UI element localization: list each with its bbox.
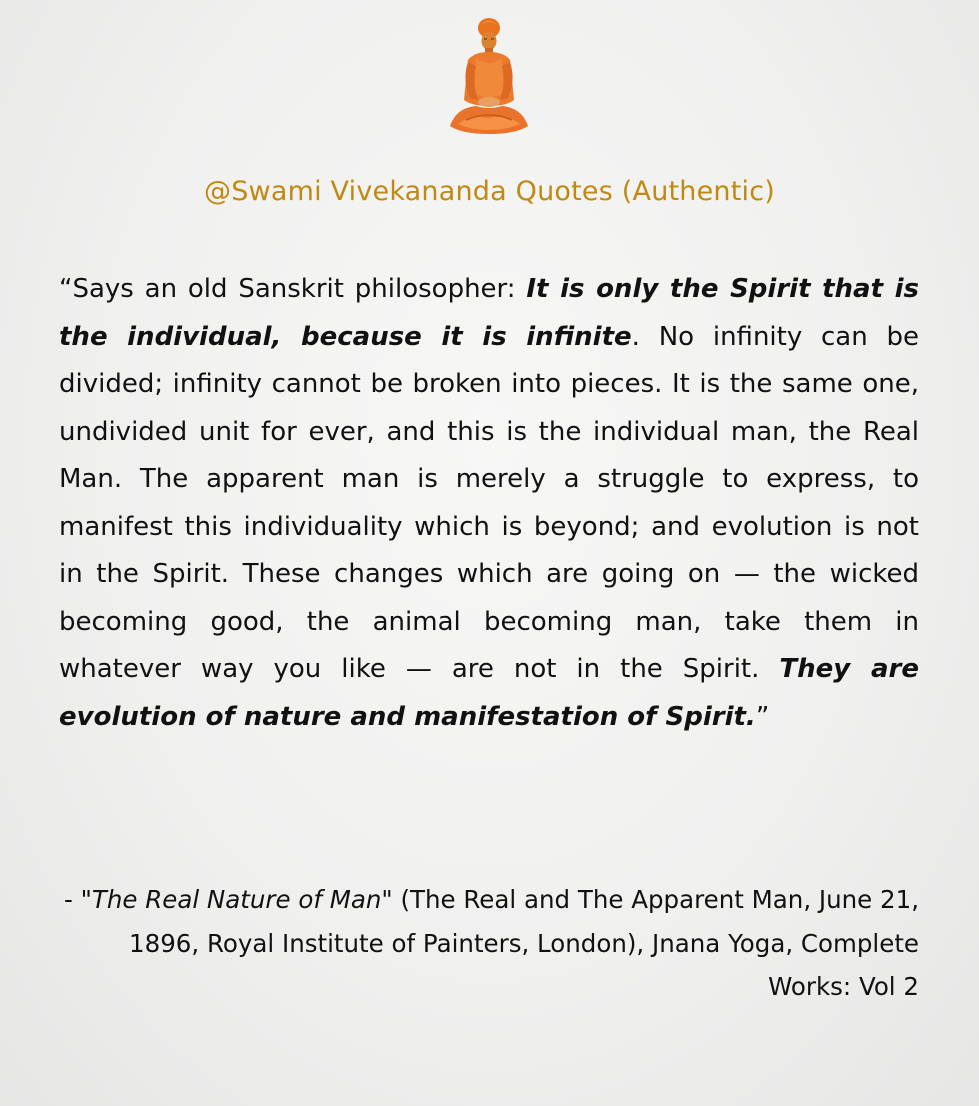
quote-source — [59, 878, 919, 1009]
source-dash: - — [63, 885, 81, 914]
quote-close-mark: ” — [755, 701, 770, 732]
quote-emphasis-1: It is only the Spirit that is the individual, because it is infinite — [59, 274, 919, 352]
source-details: (The Real and The Apparent Man, June 21, 1896, Royal Institute of Painters, London), Jnana Yoga, Complete Works: Vol 2 — [129, 885, 919, 1001]
meditating-monk-image — [446, 14, 532, 136]
quote-part-1: Says an old Sanskrit philosopher: — [72, 274, 527, 304]
quote-open-mark: “ — [59, 274, 73, 304]
channel-handle: @Swami Vivekananda Quotes (Authentic) — [204, 176, 775, 207]
quote-text — [59, 266, 919, 741]
source-title: "The Real Nature of Man" — [80, 885, 393, 914]
quote-emphasis-2: They are evolution of nature and manifestation of Spirit. — [59, 654, 919, 732]
quote-part-2: . No infinity can be divided; infinity cannot be broken into pieces. It is the same one, undivided unit for ever, and this is the individual man, the Real Man. The apparent man is merely a struggle to express, to manifest this individuality which is beyond; and evolution is not in the Spirit. These changes which are going on — the wicked becoming good, the animal becoming man, take them in whatever way you like — are not in the Spirit. — [59, 321, 920, 684]
